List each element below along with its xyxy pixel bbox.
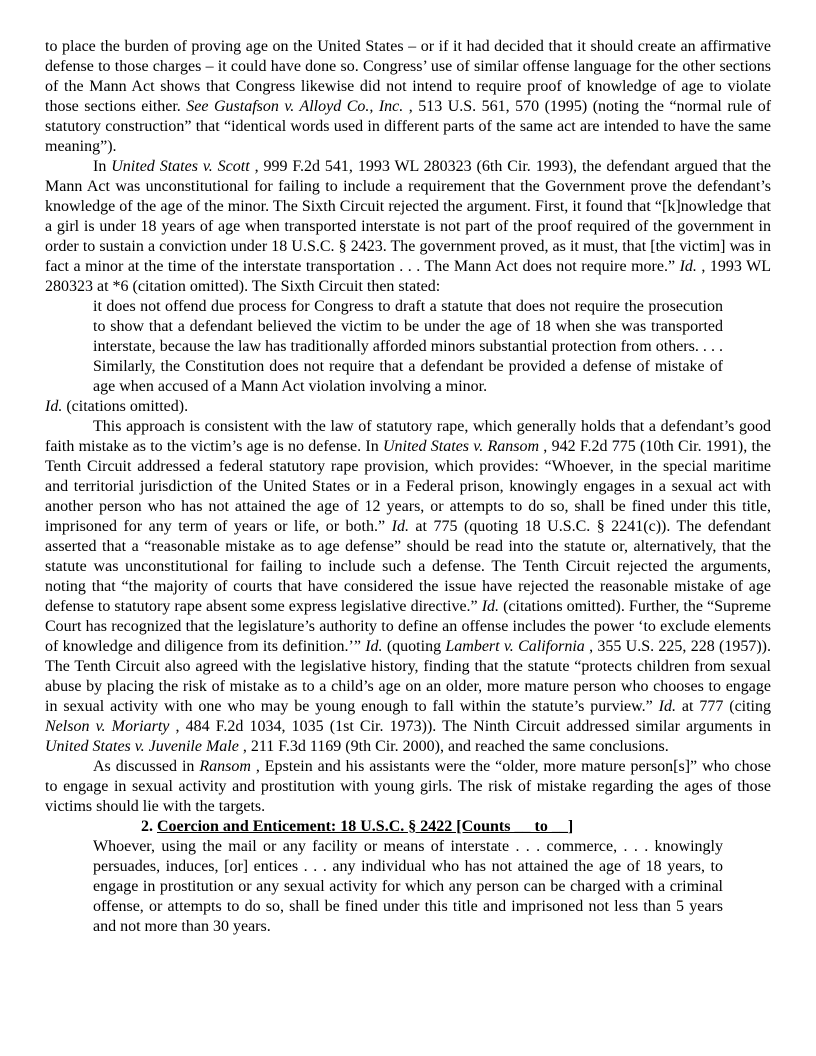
- section-heading: [45, 817, 771, 837]
- paragraph-ransom: This approach is consistent with the law of statutory rape, which generally holds that a defendant’s good faith mistake as to the victim’s age is no defense. In United States v. Ransom , 942 F.2d 775 (10th Cir. 1991), the Tenth Circuit addressed a federal statutory rape provision, which provides: “Whoever, in the special maritime and territorial jurisdiction of the United States or in a Federal prison, knowingly engages in a sexual act with another person who has not attained the age of 12 years, or attempts to do so, shall be fined under this title, imprisoned for any term of years or life, or both.” Id. at 775 (quoting 18 U.S.C. § 2241(c)). The defendant asserted that a “reasonable mistake as to age defense” should be read into the statute or, alternatively, that the statute was unconstitutional for failing to include such a defense. The Tenth Circuit rejected the arguments, noting that “the majority of courts that have considered the issue have rejected the reasonable mistake of age defense to statutory rape absent some express legislative directive.” Id. (citations omitted). Further, the “Supreme Court has recognized that the legislature’s authority to define an offense includes the power ‘to exclude elements of knowledge and diligence from its definition.’” Id. (quoting Lambert v. California , 355 U.S. 225, 228 (1957)). The Tenth Circuit also agreed with the legislative history, finding that the statute “protects children from sexual abuse by placing the risk of mistake as to a child’s age on an older, more mature person who chooses to engage in sexual activity with one who may be young enough to fall within the statute’s purview.” Id. at 777 (citing Nelson v. Moriarty , 484 F.2d 1034, 1035 (1st Cir. 1973)). The Ninth Circuit addressed similar arguments in United States v. Juvenile Male , 211 F.3d 1169 (9th Cir. 2000), and reached the same conclusions.: [45, 418, 772, 755]
- case-name: Nelson v. Moriarty: [45, 718, 170, 735]
- block-quote-statute: Whoever, using the mail or any facility or means of interstate . . . commerce, . . . knowingly persuades, induces, [or] entices . . . any individual who has not attained the age of 18 years, to engage in prostitution or any sexual activity for which any person can be charged with a criminal offense, or attempts to do so, shall be fined under this title and imprisoned not less than 5 years and not more than 30 years.: [93, 838, 723, 935]
- citation-line: Id. (citations omitted).: [45, 398, 189, 415]
- id-citation: Id.: [45, 398, 63, 415]
- id-citation: Id.: [679, 258, 697, 275]
- paragraph-scott: In United States v. Scott , 999 F.2d 541, 1993 WL 280323 (6th Cir. 1993), the defendant argued that the Mann Act was unconstitutional for failing to include a requirement that the Government prove the defendant’s knowledge of the age of the minor. The Sixth Circuit rejected the argument. First, it found that “[k]nowledge that a girl is under 18 years of age when transported interstate is not part of the proof required of the government in order to sustain a conviction under 18 U.S.C. § 2423. The government proved, as it must, that [the victim] was in fact a minor at the time of the interstate transportation . . . The Mann Act does not require more.” Id. , 1993 WL 280323 at *6 (citation omitted). The Sixth Circuit then stated:: [45, 158, 772, 295]
- paragraph-continuation: to place the burden of proving age on the United States – or if it had decided that it should create an affirmative defense to those charges – it could have done so. Congress’ use of similar offense language for the other sections of the Mann Act shows that Congress likewise did not intend to require proof of knowledge of age to violate those sections either. See Gustafson v. Alloyd Co., Inc. , 513 U.S. 561, 570 (1995) (noting the “normal rule of statutory construction” that “identical words used in different parts of the same act are intended to have the same meaning”).: [45, 38, 772, 155]
- case-name: Lambert v. California: [445, 638, 585, 655]
- paragraph-epstein: As discussed in Ransom , Epstein and his assistants were the “older, more mature person[s]” who chose to engage in sexual activity and prostitution with young girls. The risk of mistake regarding the ages of those victims should lie with the targets.: [45, 758, 771, 815]
- id-citation: Id.: [481, 598, 500, 615]
- id-citation: Id.: [658, 698, 676, 715]
- document-page: [45, 37, 771, 937]
- section-number: 2.: [141, 818, 157, 835]
- case-name: United States v. Scott: [111, 158, 250, 175]
- section-title: Coercion and Enticement: 18 U.S.C. § 2422 [Counts __ to __]: [157, 818, 574, 835]
- case-name: United States v. Ransom: [382, 438, 540, 455]
- case-citation: See Gustafson v. Alloyd Co., Inc.: [186, 98, 404, 115]
- id-citation: Id.: [365, 638, 383, 655]
- block-quote-scott: it does not offend due process for Congress to draft a statute that does not require the prosecution to show that a defendant believed the victim to be under the age of 18 when she was transported interstate, because the law has traditionally afforded minors substantial protection from others. . . . Similarly, the Constitution does not require that a defendant be provided a defense of mistake of age when accused of a Mann Act violation involving a minor.: [93, 298, 723, 395]
- id-citation: Id.: [391, 518, 409, 535]
- case-name: Ransom: [199, 758, 251, 775]
- case-name: United States v. Juvenile Male: [45, 738, 239, 755]
